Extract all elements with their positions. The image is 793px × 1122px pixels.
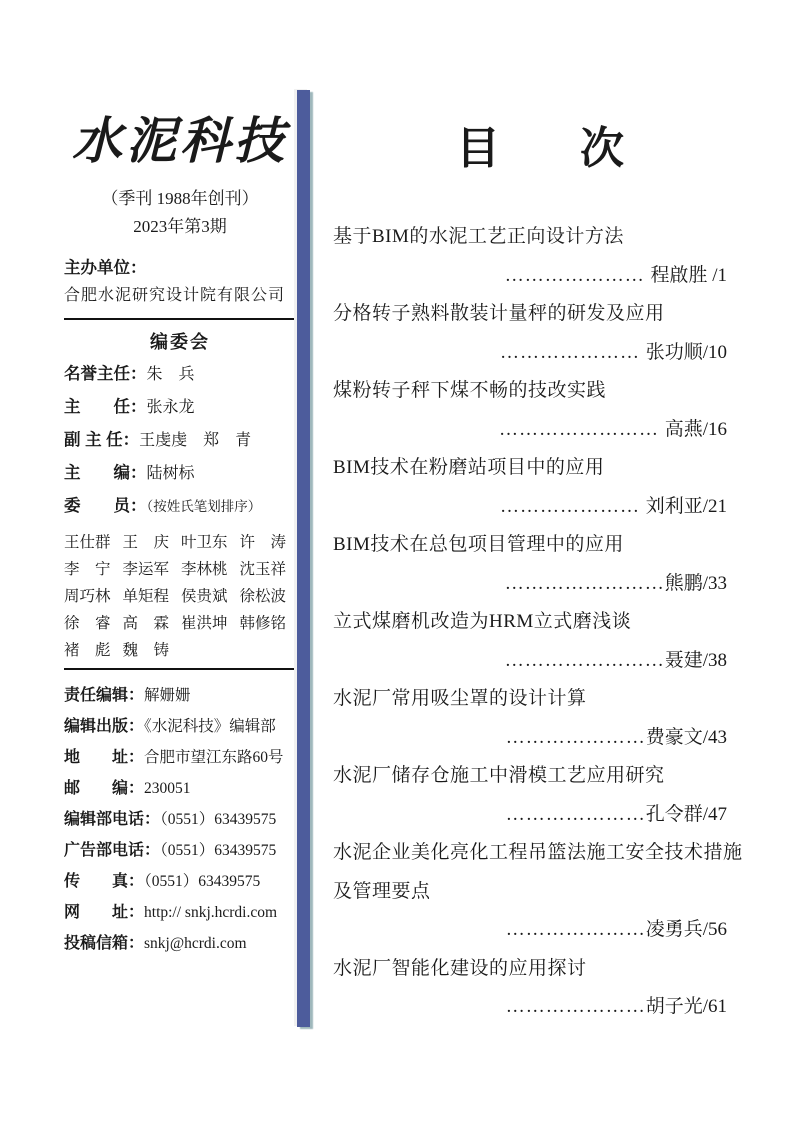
member-name: 徐松波 [239,588,287,605]
pub-value: （0551）63439575 [144,873,261,890]
toc-entry [333,449,765,526]
member-name: 许 涛 [239,534,287,551]
toc-leader-dots: ………………… [505,919,646,940]
member-name: 韩修铭 [239,615,287,632]
member-name: 侯贵斌 [181,588,228,605]
toc-page-number: /10 [702,341,727,363]
table-of-contents-column [333,118,765,1027]
board-role-honorary-director [64,358,296,391]
journal-subtitle: （季刊 1988年创刊） [101,189,259,208]
toc-article-title: 水泥厂智能化建设的应用探讨 [333,957,587,979]
toc-page-number: /43 [702,726,727,748]
toc-article-title: 分格转子熟料散装计量秤的研发及应用 [333,303,665,324]
toc-article-title: 基于BIM的水泥工艺正向设计方法 [333,226,624,247]
toc-article-title: BIM技术在粉磨站项目中的应用 [333,457,605,478]
pub-label: 地 址： [64,749,145,766]
toc-article-title: 立式煤磨机改造为HRM立式磨浅谈 [333,611,632,632]
pub-value: 《水泥科技》编辑部 [144,718,276,735]
pub-info-editorial-phone [64,804,296,835]
toc-page-number: /38 [702,649,727,671]
pub-value: （0551）63439575 [160,842,277,859]
left-info-column [64,100,296,959]
member-name: 王 庆 [122,534,170,551]
toc-author: 凌勇兵 [645,919,703,940]
toc-leader-dots: ………………… [504,264,651,286]
board-members-grid [64,529,296,664]
member-name: 李运军 [122,561,170,578]
member-name: 单矩程 [122,588,170,605]
pub-value email-address: snkj@hcrdi.com [144,935,247,952]
board-role-director [64,391,296,424]
member-name: 王仕群 [64,534,111,551]
toc-entry [333,372,765,449]
pub-info-website [64,897,296,928]
pub-value: 合肥市望江东路60号 [144,749,284,766]
toc-page-number: /56 [702,919,727,940]
toc-author: 聂建 [664,649,703,671]
sponsor-name: 合肥水泥研究设计院有限公司 [64,287,286,304]
toc-article-title: 水泥厂储存仓施工中滑模工艺应用研究 [333,765,665,786]
toc-article-title-line2: 及管理要点 [333,880,431,902]
board-role-members [64,490,296,523]
toc-article-title: 煤粉转子秤下煤不畅的技改实践 [333,380,607,401]
toc-author: 孔令群 [645,803,703,825]
role-value: 王虔虔 郑 青 [139,432,252,449]
pub-label: 网 址： [64,904,145,921]
pub-label: 传 真： [64,873,145,890]
toc-author: 胡子光 [645,996,703,1017]
toc-author: 刘利亚 [645,495,703,517]
toc-author: 高燕 [664,418,703,440]
pub-info-submission-email [64,928,296,959]
pub-value: （0551）63439575 [160,811,277,828]
divider-rule-bottom [64,668,296,670]
member-name: 高 霖 [122,615,170,632]
toc-leader-dots: …………………… [504,649,665,671]
pub-label: 责任编辑： [64,687,145,704]
toc-author: 熊鹏 [664,572,703,594]
toc-byline [333,911,765,950]
sponsor-label: 主办单位： [64,259,147,277]
toc-entry [333,757,765,834]
toc-entry [333,603,765,680]
pub-info-fax [64,866,296,897]
role-label: 主 编： [64,464,147,482]
toc-entry [333,680,765,757]
toc-byline [333,488,765,527]
divider-rule-top [64,318,296,320]
pub-label: 编辑出版： [64,718,145,735]
member-name: 叶卫东 [181,534,228,551]
role-label: 委 员： [64,497,147,515]
toc-byline [333,796,765,835]
toc-entry [333,295,765,372]
role-label: 主 任： [64,398,147,416]
toc-article-title: 水泥企业美化亮化工程吊篮法施工安全技术措施 [333,842,743,863]
journal-title: 水泥科技 [72,113,288,169]
pub-value: 解姗姗 [144,687,191,704]
toc-leader-dots: ………………… [505,726,646,748]
vertical-divider-bar [297,90,310,1027]
pub-label: 广告部电话： [64,842,161,859]
member-name: 徐 睿 [64,615,111,632]
pub-info-responsible-editor [64,680,296,711]
pub-info-postcode [64,773,296,804]
member-name: 沈玉祥 [239,561,287,578]
toc-page-number: /1 [712,264,727,286]
member-name: 魏 铸 [122,642,170,659]
toc-leader-dots: ………………… [505,803,646,825]
pub-label: 投稿信箱： [64,935,145,952]
toc-page-number: /61 [702,996,727,1017]
toc-entry [333,526,765,603]
toc-byline [333,411,765,450]
toc-leader-dots: ………………… [499,341,646,363]
toc-page-number: /21 [702,495,727,517]
toc-entry [333,834,765,950]
toc-entry [333,218,765,295]
toc-heading: 目 次 [456,124,642,173]
board-role-deputy-director [64,424,296,457]
pub-info-address [64,742,296,773]
pub-value: 230051 [144,780,191,797]
toc-leader-dots: …………………… [498,418,665,440]
role-value: 张永龙 [146,399,195,416]
pub-label: 编辑部电话： [64,811,161,828]
pub-info-publisher [64,711,296,742]
member-name: 崔洪坤 [181,615,228,632]
member-name: 褚 彪 [64,642,111,659]
editorial-board-heading: 编委会 [150,332,210,352]
member-name: 李林桃 [181,561,228,578]
role-value: 朱 兵 [146,366,195,383]
toc-leader-dots: ………………… [505,996,646,1017]
toc-page-number: /33 [702,572,727,594]
toc-leader-dots: ………………… [499,495,646,517]
role-label: 名誉主任： [64,365,147,383]
toc-author: 张功顺 [645,341,703,363]
pub-label: 邮 编： [64,780,145,797]
toc-author: 费豪文 [645,726,703,748]
role-value: 陆树标 [146,465,195,482]
journal-issue: 2023年第3期 [133,217,227,236]
toc-article-title: BIM技术在总包项目管理中的应用 [333,534,624,555]
toc-byline [333,719,765,758]
toc-entry [333,950,765,1027]
toc-leader-dots: …………………… [504,572,665,594]
member-name: 周巧林 [64,588,111,605]
board-role-chief-editor [64,457,296,490]
toc-byline [333,642,765,681]
toc-byline [333,334,765,373]
toc-byline [333,988,765,1027]
pub-value website-url: http:// snkj.hcrdi.com [144,904,278,921]
toc-page-number: /47 [702,803,727,825]
toc-byline [333,565,765,604]
toc-page-number: /16 [702,418,727,440]
toc-author: 程啟胜 [650,264,713,286]
pub-info-ad-phone [64,835,296,866]
role-value: （按姓氏笔划排序） [146,499,262,514]
role-label: 副 主 任： [64,431,140,449]
member-name: 李 宁 [64,561,111,578]
toc-byline [333,257,765,296]
toc-article-title: 水泥厂常用吸尘罩的设计计算 [333,688,587,709]
